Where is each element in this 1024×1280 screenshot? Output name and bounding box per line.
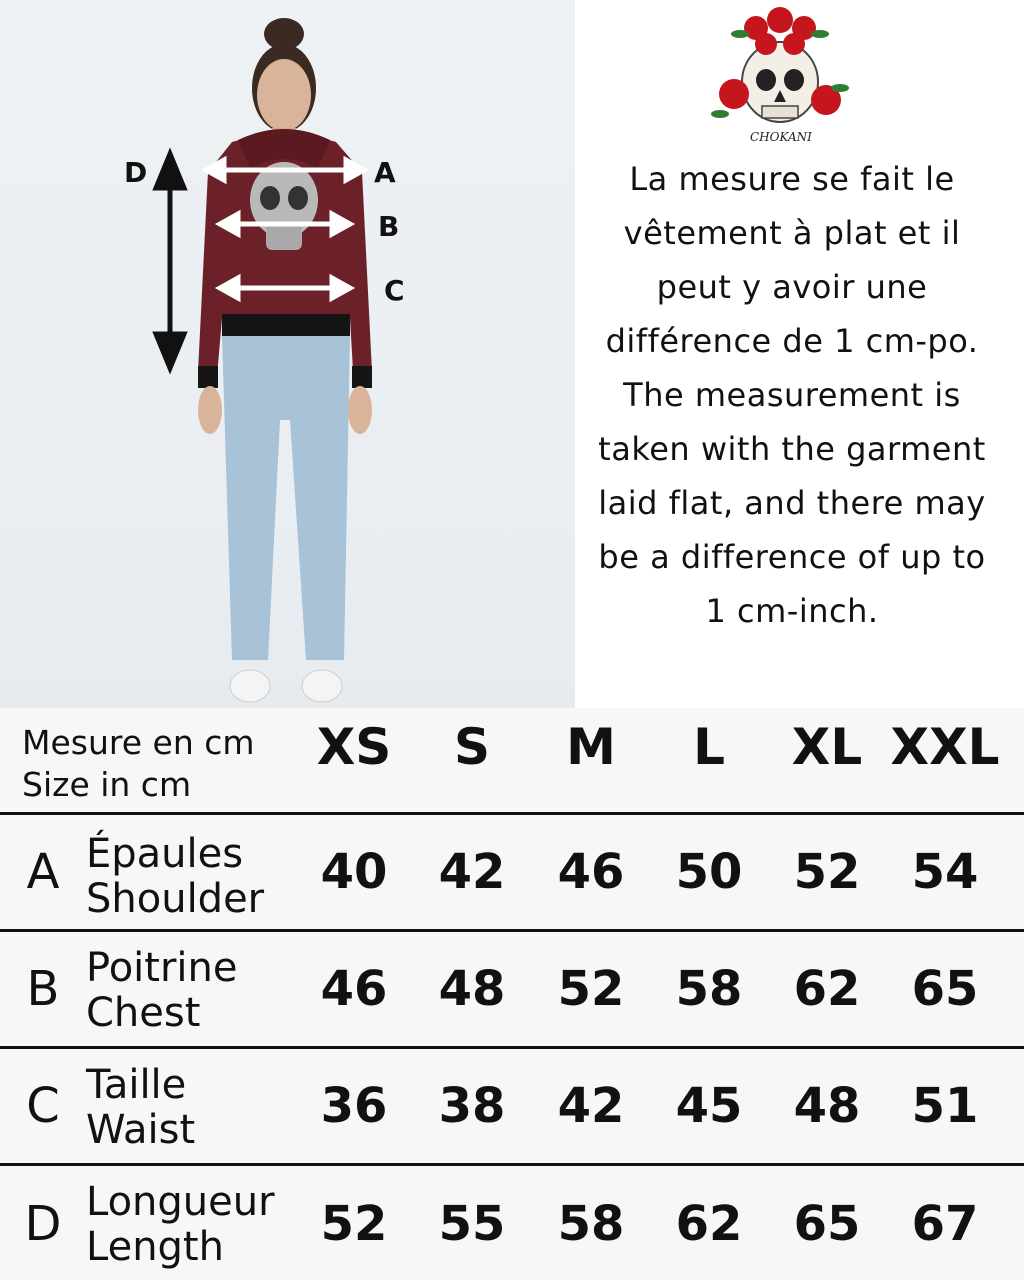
table-cell: 36 [320,1078,388,1134]
table-cell: 42 [438,844,506,900]
table-cell: 50 [675,844,743,900]
table-cell: 58 [675,961,743,1017]
logo-text: CHOKANI [750,130,812,144]
row-name-en: Shoulder [86,876,265,922]
size-xxl: XXL [890,718,1000,776]
table-cell: 67 [911,1196,979,1252]
table-cell: 62 [675,1196,743,1252]
row-divider [0,929,1024,932]
table-cell: 40 [320,844,388,900]
table-cell: 52 [557,961,625,1017]
row-name-fr: Longueur [86,1179,275,1225]
table-cell: 46 [320,961,388,1017]
table-cell: 65 [911,961,979,1017]
row-divider [0,812,1024,815]
label-b: B [378,210,400,243]
table-cell: 52 [793,844,861,900]
label-c: C [384,274,405,307]
row-name-fr: Taille [86,1062,187,1108]
table-cell: 48 [793,1078,861,1134]
table-cell: 55 [438,1196,506,1252]
table-cell: 58 [557,1196,625,1252]
header-line-en: Size in cm [22,765,192,804]
header-line-fr: Mesure en cm [22,723,255,762]
label-d: D [124,156,148,189]
row-letter: B [26,961,60,1017]
row-name-fr: Poitrine [86,945,238,991]
size-l: L [693,718,725,776]
table-cell: 52 [320,1196,388,1252]
arrow-d [156,154,184,368]
measurement-note: La mesure se fait le vêtement à plat et il peut y avoir une différence de 1 cm-po. The measurement is taken with the garment laid flat, and there may be a difference of up to 1 cm-inch. [598,160,986,630]
table-cell: 46 [557,844,625,900]
model-photo [0,0,575,708]
row-name-en: Waist [86,1107,196,1153]
row-name [86,946,237,1036]
row-name [86,1063,195,1153]
table-cell: 65 [793,1196,861,1252]
row-letter: D [24,1196,62,1252]
row-letter: A [26,844,60,900]
table-cell: 62 [793,961,861,1017]
row-divider [0,1163,1024,1166]
row-name-en: Chest [86,990,201,1036]
table-cell: 42 [557,1078,625,1134]
table-header-label [22,722,255,806]
row-divider [0,1046,1024,1049]
table-cell: 38 [438,1078,506,1134]
model-illustration [0,0,575,708]
table-cell: 45 [675,1078,743,1134]
size-s: S [453,718,490,776]
size-m: M [566,718,616,776]
brand-logo [700,4,860,154]
label-a: A [374,156,396,189]
table-cell: 51 [911,1078,979,1134]
row-name [86,1180,275,1270]
row-name [86,832,264,922]
row-letter: C [26,1078,60,1134]
table-cell: 54 [911,844,979,900]
size-xl: XL [791,718,863,776]
size-xs: XS [316,718,392,776]
row-name-en: Length [86,1224,224,1270]
row-name-fr: Épaules [86,831,244,877]
table-cell: 48 [438,961,506,1017]
